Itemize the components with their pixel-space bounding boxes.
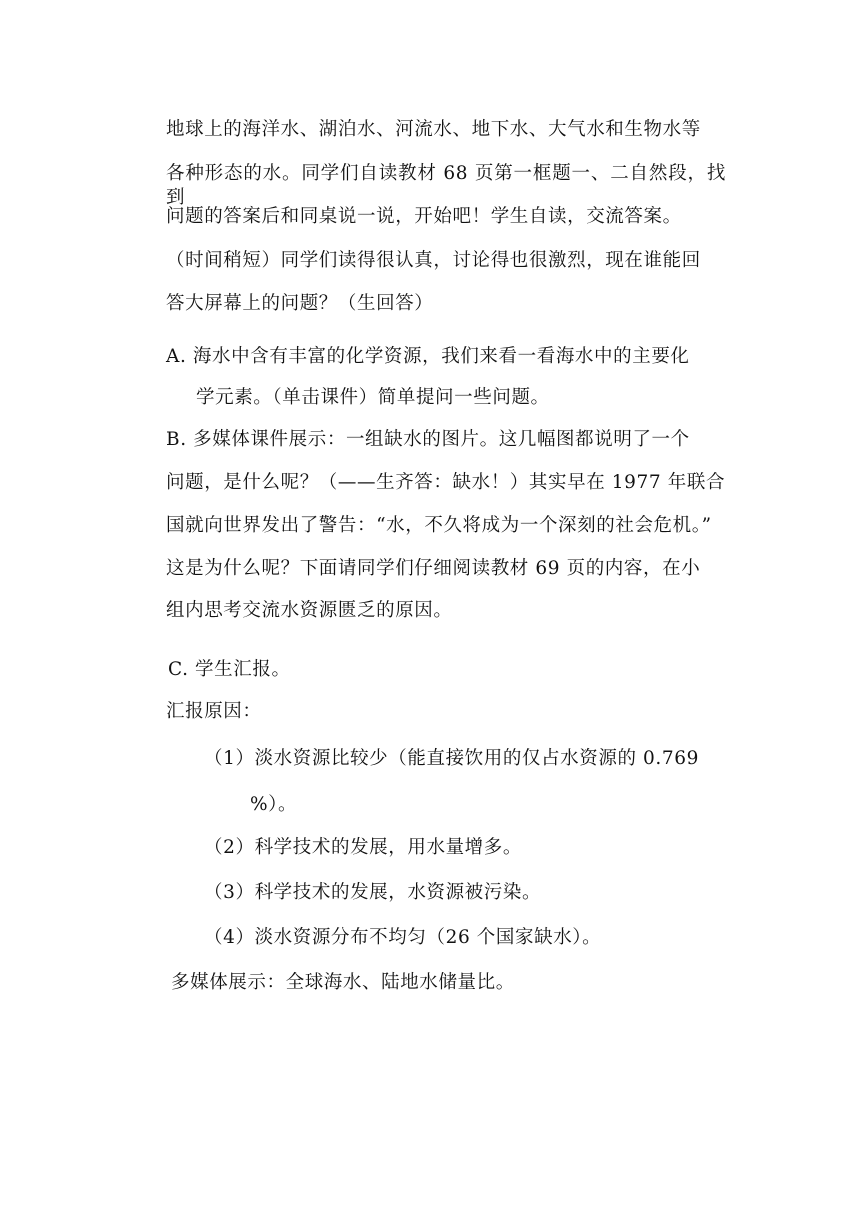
reason-4: （4）淡水资源分布不均匀（26 个国家缺水）。 <box>204 927 602 948</box>
list-item-b-line-1: B. 多媒体课件展示：一组缺水的图片。这几幅图都说明了一个 <box>166 429 690 450</box>
multimedia-note: 多媒体展示：全球海水、陆地水储量比。 <box>171 972 515 993</box>
reason-1-line-1: （1）淡水资源比较少（能直接饮用的仅占水资源的 0.769 <box>204 748 700 769</box>
list-item-a-line-2: 学元素。（单击课件）简单提问一些问题。 <box>196 387 550 408</box>
text-line-3: 问题的答案后和同桌说一说，开始吧！学生自读，交流答案。 <box>166 206 682 227</box>
reason-1-line-2: %）。 <box>250 794 298 815</box>
list-item-b-line-5: 组内思考交流水资源匮乏的原因。 <box>166 600 453 621</box>
list-item-b-line-2: 问题，是什么呢？（——生齐答：缺水！）其实早在 1977 年联合 <box>166 472 726 493</box>
list-item-b-line-4: 这是为什么呢？下面请同学们仔细阅读教材 69 页的内容，在小 <box>166 558 701 579</box>
text-line-4: （时间稍短）同学们读得很认真，讨论得也很激烈，现在谁能回 <box>166 250 701 271</box>
text-line-5: 答大屏幕上的问题？（生回答） <box>166 293 434 314</box>
list-item-a-line-1: A. 海水中含有丰富的化学资源，我们来看一看海水中的主要化 <box>166 346 690 367</box>
list-item-c: C. 学生汇报。 <box>168 659 291 680</box>
report-heading: 汇报原因： <box>166 701 262 722</box>
reason-2: （2）科学技术的发展，用水量增多。 <box>204 837 522 858</box>
reason-3: （3）科学技术的发展，水资源被污染。 <box>204 882 542 903</box>
text-line-2: 各种形态的水。同学们自读教材 68 页第一框题一、二自然段，找到 <box>166 163 726 208</box>
text-line-1: 地球上的海洋水、湖泊水、河流水、地下水、大气水和生物水等 <box>166 119 701 140</box>
list-item-b-line-3: 国就向世界发出了警告：“水，不久将成为一个深刻的社会危机。” <box>166 515 712 536</box>
